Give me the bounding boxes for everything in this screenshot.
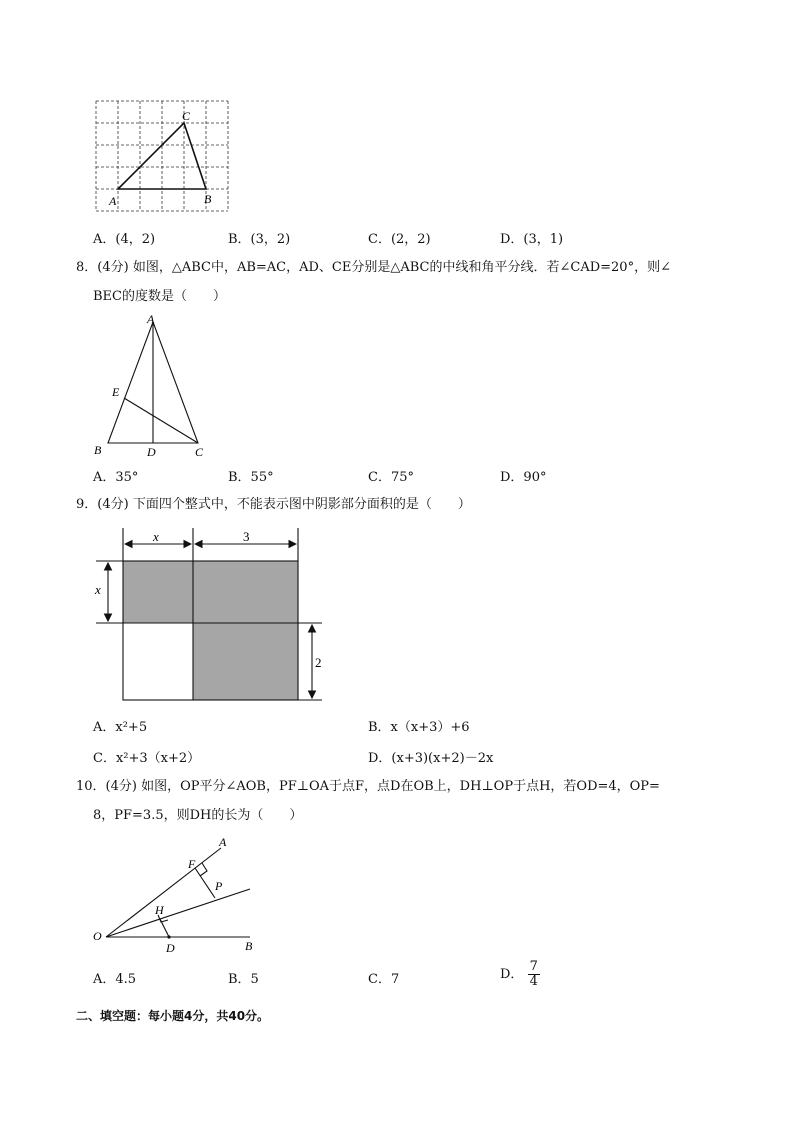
q10-label-b: B bbox=[245, 939, 253, 953]
q8-stem-line2: BEC的度数是（ ） bbox=[93, 289, 226, 304]
q7-grid-figure bbox=[90, 98, 235, 213]
q8-option-a: A．35° bbox=[93, 470, 139, 485]
q10-label-o: O bbox=[93, 929, 102, 943]
q10-option-d-denominator: 4 bbox=[529, 974, 538, 989]
q8-label-d: D bbox=[147, 445, 156, 459]
q10-stem-line2: 8，PF=3.5，则DH的长为（ ） bbox=[93, 808, 303, 823]
q10-option-d-fraction bbox=[528, 960, 540, 989]
q7-label-c: C bbox=[182, 109, 191, 123]
q7-option-d: D．(3，1) bbox=[500, 232, 564, 247]
q8-option-c: C．75° bbox=[368, 470, 414, 485]
q7-option-b: B．(3，2) bbox=[228, 232, 291, 247]
q8-label-a: A bbox=[147, 312, 155, 326]
q7-label-b: B bbox=[204, 192, 212, 206]
q10-stem-line1: 10．(4分) 如图，OP平分∠AOB，PF⊥OA于点F，点D在OB上，DH⊥OP于点H，若OD=4，OP= bbox=[76, 779, 660, 794]
q10-label-d: D bbox=[166, 941, 175, 955]
q10-label-h: H bbox=[155, 903, 164, 917]
q8-option-d: D．90° bbox=[500, 470, 547, 485]
q10-option-b: B．5 bbox=[228, 972, 259, 987]
q9-label-x-top: x bbox=[153, 529, 159, 544]
q8-option-b: B．55° bbox=[228, 470, 274, 485]
q10-angle-figure bbox=[88, 830, 273, 960]
q9-option-d: D．(x+3)(x+2)－2x bbox=[368, 751, 494, 766]
q7-option-a: A．(4，2) bbox=[93, 232, 156, 247]
q10-option-a: A．4.5 bbox=[93, 972, 137, 987]
q8-label-e: E bbox=[112, 385, 120, 399]
q9-stem: 9．(4分) 下面四个整式中，不能表示图中阴影部分面积的是（ ） bbox=[76, 497, 471, 512]
q10-label-a: A bbox=[219, 835, 227, 849]
q10-option-d-prefix: D． bbox=[500, 967, 524, 982]
q10-option-d bbox=[500, 960, 540, 989]
q7-label-a: A bbox=[109, 194, 117, 208]
q8-stem-line1: 8．(4分) 如图，△ABC中，AB=AC，AD、CE分别是△ABC的中线和角平分线．若∠CAD=20°，则∠ bbox=[76, 260, 671, 275]
q9-label-x-left: x bbox=[95, 582, 101, 597]
q9-label-3: 3 bbox=[243, 529, 250, 544]
q10-label-p: P bbox=[215, 879, 223, 893]
q9-option-b: B．x（x+3）+6 bbox=[368, 720, 470, 735]
q10-option-d-numerator: 7 bbox=[529, 959, 538, 974]
q8-label-b: B bbox=[94, 443, 102, 457]
q9-option-a: A．x²+5 bbox=[93, 720, 148, 735]
q9-area-figure bbox=[90, 522, 330, 712]
q9-option-c: C．x²+3（x+2） bbox=[93, 751, 201, 766]
section-2-heading: 二、填空题：每小题4分，共40分。 bbox=[76, 1009, 270, 1023]
q10-option-c: C．7 bbox=[368, 972, 400, 987]
q8-label-c: C bbox=[195, 445, 204, 459]
q10-label-f: F bbox=[188, 857, 196, 871]
q8-triangle-figure bbox=[88, 310, 218, 460]
q7-option-c: C．(2，2) bbox=[368, 232, 431, 247]
q9-label-2: 2 bbox=[315, 655, 322, 670]
